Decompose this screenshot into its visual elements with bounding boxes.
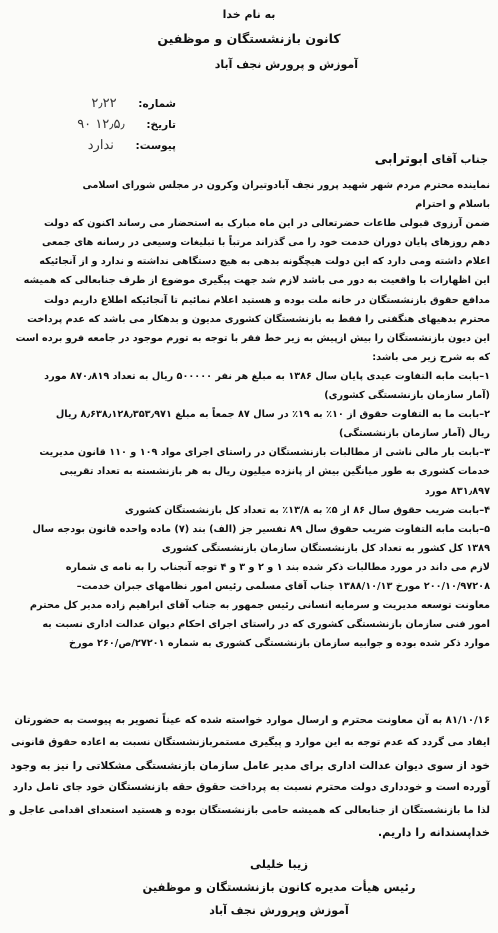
- conclusion-line: خداپسندانه را داریم.: [377, 826, 490, 840]
- body-line: محترم بدهیهای هنگفتی را فقط به بازنشستگان کشوری مدیون و بدهکار می باشد که عدم پرداخت: [27, 313, 490, 325]
- body-line: ۲۰۰/۱۰/۹۷۲۰۸ مورخ ۱۳۸۸/۱۰/۱۳ جناب آقای مسلمی رئیس امور نظامهای جبران خدمت–: [76, 580, 490, 592]
- letter-conclusion: [6, 710, 490, 844]
- date-row: [77, 117, 176, 132]
- list-item-3-count: ۸۳۱٫۸۹۷ مورد: [424, 485, 490, 497]
- attachment-label: پیوست:: [135, 140, 176, 152]
- signatory-department: آموزش وپرورش نجف آباد: [209, 904, 349, 917]
- body-line: اعلام داشته ومی دارد که این دولت هیچگونه بدهی به هیچ دستگاهی نداشته و ندارد و از آنجائیکه: [39, 256, 490, 268]
- list-item-1: ۱–بابت مابه التفاوت عیدی پایان سال ۱۳۸۶ به مبلغ هر نفر ۵۰۰۰۰۰ ریال به تعداد ۸۷۰٫۸۱۹ مورد: [44, 370, 490, 382]
- date-label: تاریخ:: [146, 119, 176, 131]
- body-line: امور فنی سازمان بازنشستگی کشوری که در راستای اجرای احکام دیوان عدالت اداری نسبت به: [42, 619, 490, 631]
- body-line: معاونت توسعه مدیریت و سرمایه انسانی رئیس جمهور به جناب آقای ابراهیم زاده مدیر کل محترم: [29, 600, 490, 612]
- list-item-2: ۲–بابت ما به التفاوت حقوق از ۱۰٪ به ۱۹٪ در سال ۸۷ جمعاً به مبلغ ۸٫۶۳۸٫۱۲۸٫۳۵۳٫۹۷۱ ریال: [55, 409, 490, 421]
- basmala-heading: به نام خدا: [222, 8, 276, 21]
- recipient-name: ابوترابی: [374, 152, 428, 167]
- number-row: [91, 96, 176, 111]
- number-value: ۲٫۲۲: [91, 96, 117, 111]
- body-line: نماینده محترم مردم شهر شهید پرور نجف آباد‌وتیران وکرون در مجلس شورای اسلامی: [82, 180, 490, 191]
- department-name: آموزش و پرورش نجف آباد: [214, 58, 358, 71]
- list-item-4: ۴–بابت ضریب حقوق سال ۸۶ از ۵٪ به ۱۳/۸٪ به تعداد کل بازنشستگان کشوری: [124, 504, 490, 516]
- recipient-line: [375, 152, 488, 167]
- body-line: موارد ذکر شده بوده و جوابیه سازمان بازنشستگی کشوری به شماره ۲۷۲۰۱/ص/۲۶۰ مورخ: [69, 638, 490, 650]
- conclusion-line: خود از سوی دیوان عدالت اداری برای مدیر عامل سازمان بازنشستگی مشکلاتی را نیز به وجود: [10, 759, 490, 772]
- list-item-3: ۳–بابت بار مالی ناشی از مطالبات بازنشستگان در راستای اجرای مواد ۱۰۹ و ۱۱۰ قانون مدیریت: [39, 447, 490, 459]
- date-value: ۱۲٫۵٫ ۹۰: [77, 117, 125, 132]
- signatory-title: رئیس هیأت مدیره کانون بازنشستگان و موظفین: [142, 880, 416, 894]
- body-line: باسلام و احترام: [415, 199, 490, 211]
- body-line: دهم روزهای پایان دوران خدمت خود را می گذراند مرتباً با تبلیغات وسیعی در رسانه های جمعی: [42, 237, 490, 249]
- list-item-5-cont: ۱۳۸۹ کل کشور به تعداد کل بازنشستگان سازمان بازنشستگی کشوری: [161, 542, 490, 554]
- organization-name: کانون بازنشستگان و موظفین: [157, 31, 341, 46]
- list-item-3-cont: خدمات کشوری به طور میانگین بیش از پانزده میلیون ریال به هر بازنشسته به تعداد تقریبی: [59, 466, 490, 478]
- body-line: این دیون بازنشستگان را بیش ازپیش به زیر خط فقر با توجه به تورم موجود در جامعه فرو برده است: [15, 332, 490, 344]
- conclusion-line: لذا ما بازنشستگان از جنابعالی که همیشه حامی بازنشستگان بوده و هستید استعدای اقدامی عاجل و: [9, 804, 490, 816]
- body-line: که به شرح زیر می باشد:: [372, 351, 490, 363]
- list-item-5: ۵–بابت مابه التفاوت ضریب حقوق سال ۸۹ تفسیر جز (الف) بند (۷) ماده واحده قانون بودجه سال: [32, 523, 490, 535]
- body-line: لازم می داند در مورد مطالبات ذکر شده بند ۱ و ۲ و ۳ و ۴ توجه آنجناب را به نامه ی شماره: [65, 561, 490, 573]
- list-item-1-source: (آمار سازمان بازنشستگی کشوری): [324, 390, 490, 402]
- signatory-name: زیبا خلیلی: [250, 857, 308, 871]
- body-line: ضمن آرزوی قبولی طاعات حضرتعالی در این ماه مبارک به استحضار می رساند اکنون که دولت: [44, 218, 490, 230]
- conclusion-line: ۸۱/۱۰/۱۶ به آن معاونت محترم و ارسال موارد خواسته شده که عیناً تصویر به پیوست به حضورتان: [14, 715, 490, 726]
- conclusion-line: آورده است و خودداری دولت محترم نسبت به پرداخت حقوق حقه بازنشستگان خود جای تامل دارد: [12, 782, 490, 794]
- letter-body: [10, 176, 490, 653]
- body-line: این اظهارات با واقعیت به دور می باشد لازم شد جهت پیگیری موضوع از طرف جنابعالی که همیشه: [23, 275, 490, 287]
- recipient-prefix: جناب آقای: [431, 153, 488, 166]
- number-label: شماره:: [138, 98, 176, 110]
- attachment-value: ندارد: [87, 138, 114, 153]
- body-line: مدافع حقوق بازنشستگان در خانه ملت بوده و هستید اعلام نمائیم تا آنجائیکه اطلاع داریم دولت: [44, 294, 490, 306]
- list-item-2-source: ریال (آمار سازمان بازنشستگی): [338, 428, 490, 440]
- attachment-row: [88, 138, 176, 153]
- conclusion-line: ایفاد می گردد که عدم توجه به این موارد و پیگیری مستمربازنشستگان نسبت به اعاده حقوق قانونی: [11, 737, 490, 749]
